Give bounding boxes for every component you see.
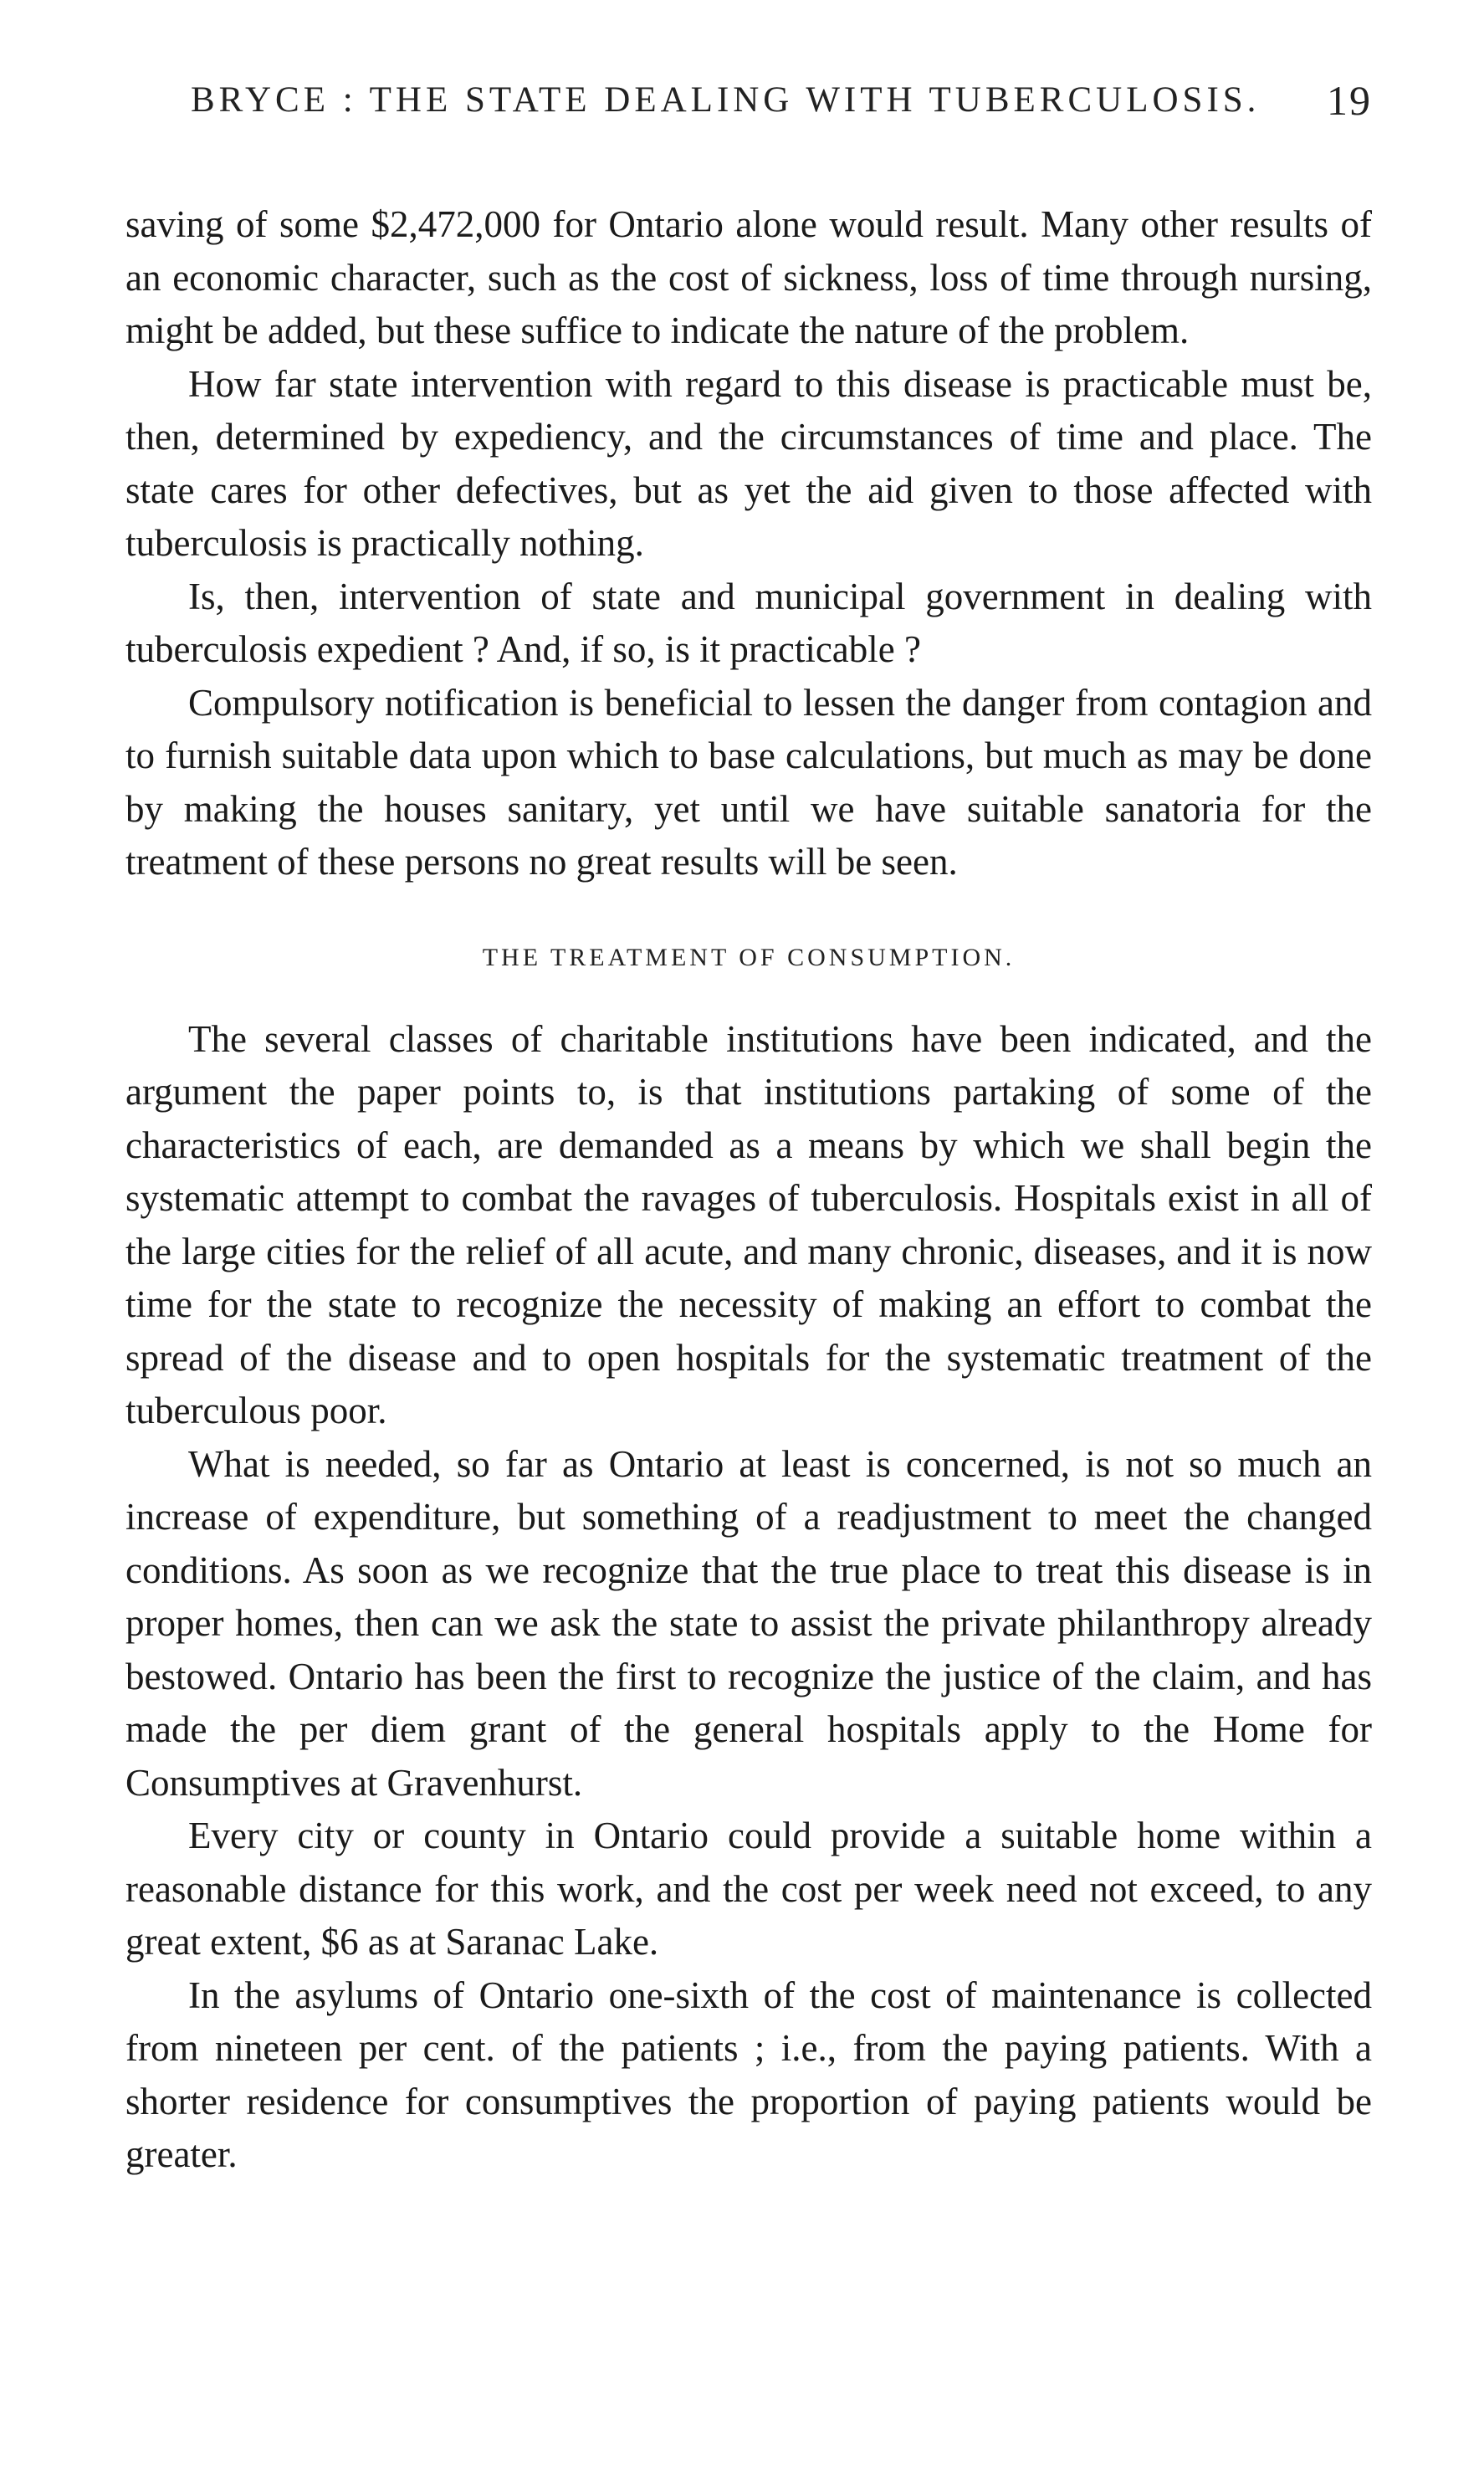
paragraph-expediency-question: Is, then, intervention of state and municipal government in dealing with tuberculosis expedient ? And, if so, is it practicable ?: [125, 575, 1372, 670]
paragraph-asylums: In the asylums of Ontario one-sixth of the cost of maintenance is collected from nineteen per cent. of the patients ; i.e., from the paying patients. With a shorter residence for consumptives the proportion of paying patients would be greater.: [125, 1974, 1372, 2175]
book-page: [125, 79, 1372, 2182]
page-number: 19: [1327, 77, 1372, 124]
paragraph-state-intervention: How far state intervention with regard to this disease is practicable must be, then, determined by expediency, and the circumstances of time and place. The state cares for other defectives, but as yet the aid given to those affected with tuberculosis is practically nothing.: [125, 362, 1372, 564]
paragraph-every-city: Every city or county in Ontario could provide a suitable home within a reasonable distance for this work, and the cost per week need not exceed, to any great extent, $6 as at Saranac Lake.: [125, 1815, 1372, 1963]
running-title: BRYCE : THE STATE DEALING WITH TUBERCULOSIS.: [191, 80, 1261, 120]
running-head: [125, 79, 1372, 138]
paragraph-what-is-needed: What is needed, so far as Ontario at least is concerned, is not so much an increase of expenditure, but something of a readjustment to meet the changed conditions. As soon as we recognize that the true place to treat this disease is in proper homes, then can we ask the state to assist the private philanthropy already bestowed. Ontario has been the first to recognize the justice of the claim, and has made the per diem grant of the general hospitals apply to the Home for Consumptives at Gravenhurst.: [125, 1442, 1372, 1804]
section-heading: THE TREATMENT OF CONSUMPTION.: [482, 943, 1016, 971]
paragraph-continued: saving of some $2,472,000 for Ontario alone would result. Many other results of an economic character, such as the cost of sickness, loss of time through nursing, might be added, but these suffice to indicate the nature of the problem.: [125, 203, 1372, 351]
body-text: [125, 198, 1372, 2182]
paragraph-charitable-institutions: The several classes of charitable institutions have been indicated, and the argument the paper points to, is that institutions partaking of some of the characteristics of each, are demanded as a means by which we shall begin the systematic attempt to combat the ravages of tuberculosis. Hospitals exist in all of the large cities for the relief of all acute, and many chronic, diseases, and it is now time for the state to recognize the necessity of making an effort to combat the spread of the disease and to open hospitals for the systematic treatment of the tuberculous poor.: [125, 1017, 1372, 1431]
paragraph-compulsory-notification: Compulsory notification is beneficial to lessen the danger from contagion and to furnish suitable data upon which to base calculations, but much as may be done by making the houses sanitary, yet until we have suitable sanatoria for the treatment of these persons no great results will be seen.: [125, 681, 1372, 883]
